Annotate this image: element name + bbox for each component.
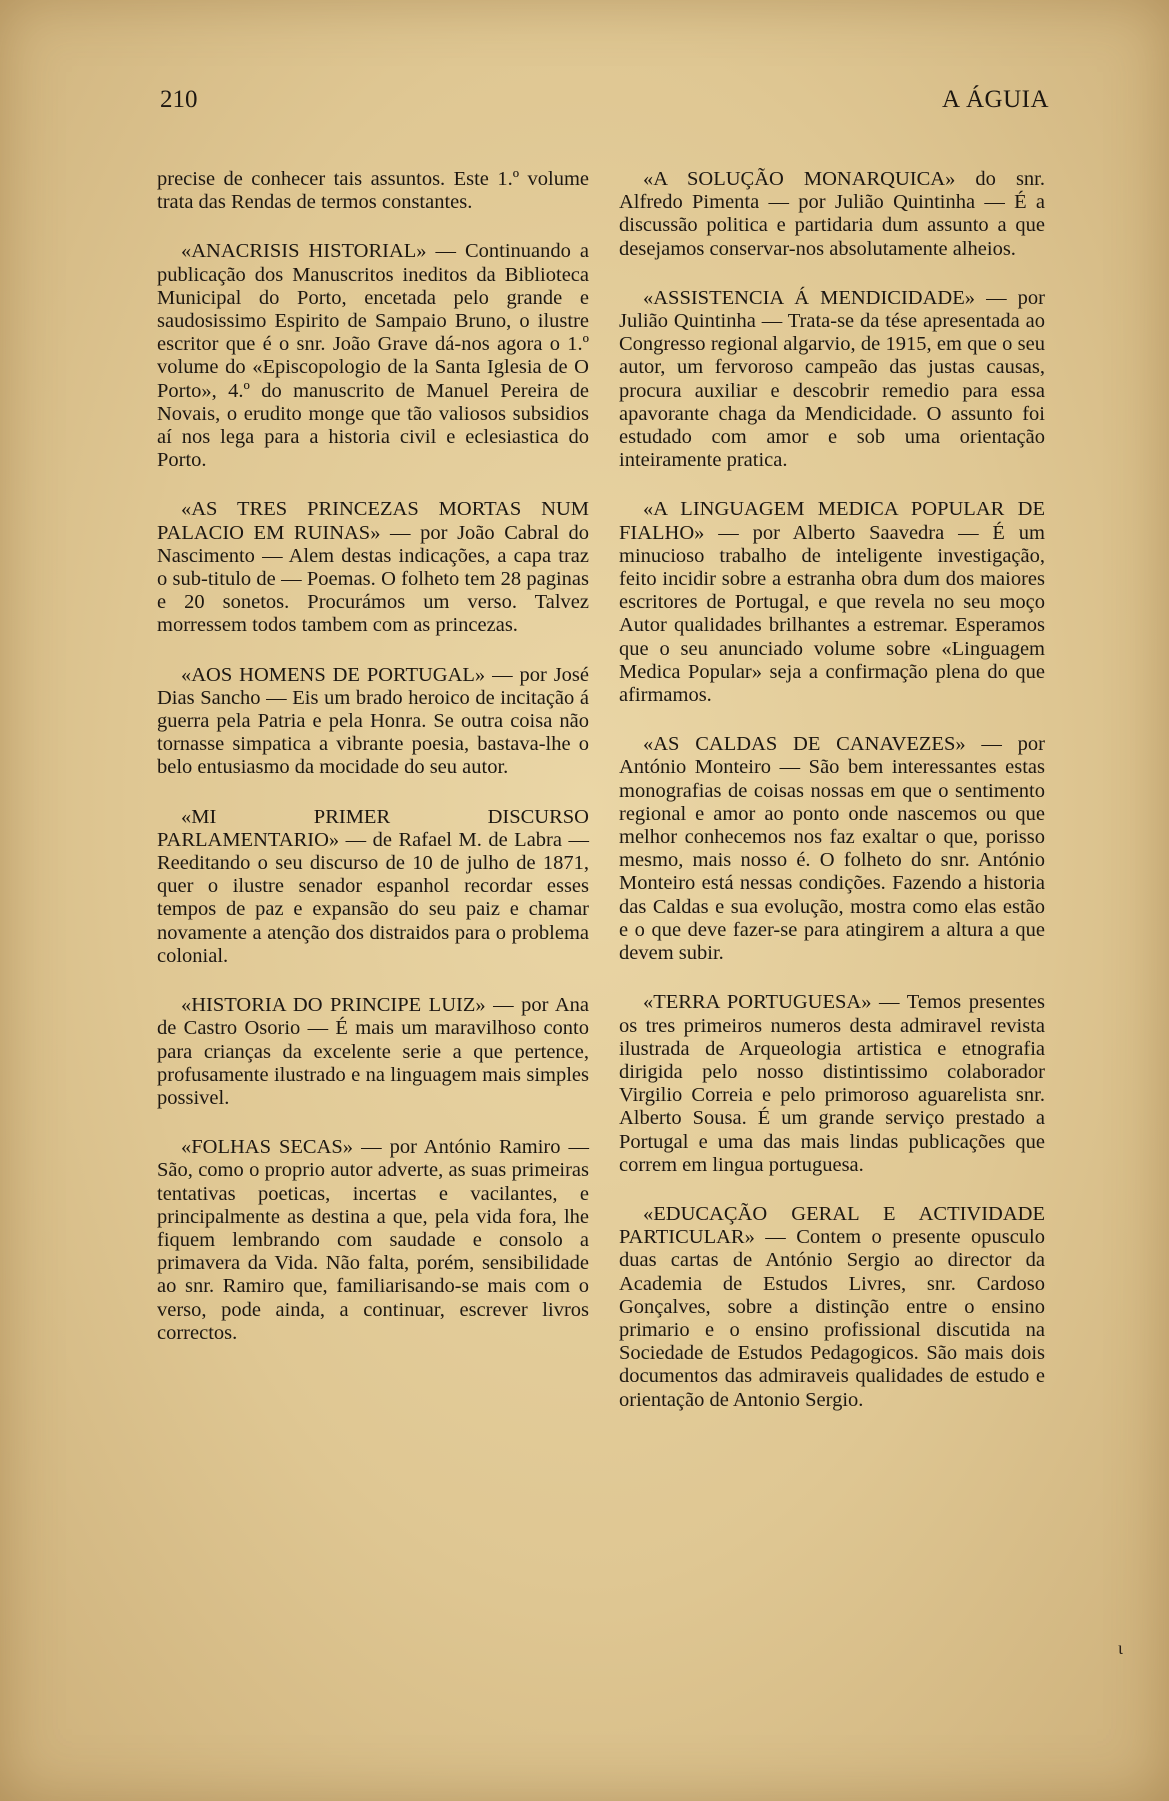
page-header xyxy=(160,86,1049,126)
right-entry-caldas-de-canavezes: «AS CALDAS DE CANAVEZES» — por António Monteiro — São bem interessantes estas monografias de coisas nossas em que o sentimento regional e amor ao ponto onde nascemos ou que melhor conhecemos nos faz exaltar o que, porisso mesmo, mais nosso é. O folheto do snr. António Monteiro está nessas condições. Fazendo a historia das Caldas e sua evolução, mostra como elas estão e o que deve fazer-se para atingirem a altura a que devem subir. xyxy=(619,733,1045,965)
right-entry-solucao-monarquica: «A SOLUÇÃO MONARQUICA» do snr. Alfredo Pimenta — por Julião Quintinha — É a discussão politica e partidaria dum assunto a que desejamos conservar-nos absolutamente alheios. xyxy=(619,168,1045,260)
right-entry-assistencia-mendicidade: «ASSISTENCIA Á MENDICIDADE» — por Julião Quintinha — Trata-se da tése apresentada ao Congresso regional algarvio, de 1915, em que o seu autor, um fervoroso campeão das justas causas, procura auxiliar e descobrir remedio para essa apavorante chaga da Mendicidade. O assunto foi estudado com amor e sob uma orientação inteiramente pratica. xyxy=(619,286,1045,472)
right-column xyxy=(619,168,1045,1412)
left-entry-historia-do-principe-luiz: «HISTORIA DO PRINCIPE LUIZ» — por Ana de Castro Osorio — É mais um maravilhoso conto para crianças da excelente serie a que pertence, profusamente ilustrado e na linguagem mais simples possivel. xyxy=(157,994,589,1109)
right-entry-terra-portuguesa: «TERRA PORTUGUESA» — Temos presentes os tres primeiros numeros desta admiravel revista ilustrada de Arqueologia artistica e etnografia dirigida pelo nosso distintissimo colaborador Virgilio Correia e pelo primoroso aguarelista snr. Alberto Sousa. É um grande serviço prestado a Portugal e uma das mais lindas publicações que correm em lingua portuguesa. xyxy=(619,991,1045,1176)
right-entry-linguagem-medica: «A LINGUAGEM MEDICA POPULAR DE FIALHO» — por Alberto Saavedra — É um minucioso trabalho de inteligente investigação, feito incidir sobre a estranha obra dum dos maiores escritores de Portugal, e que revela no seu moço Autor qualidades brilhantes a estremar. Esperamos que o seu anunciado volume sobre «Linguagem Medica Popular» seja a confirmação plena do que afirmamos. xyxy=(619,498,1045,707)
left-paragraph-1: precise de conhecer tais assuntos. Este 1.º volume trata das Rendas de termos constantes. xyxy=(157,168,589,214)
left-entry-mi-primer-discurso: «MI PRIMER DISCURSO PARLAMENTARIO» — de Rafael M. de Labra — Reeditando o seu discurso de 10 de julho de 1871, quer o ilustre senador espanhol recordar esses tempos de paz e expansão do seu paiz e chamar novamente a atenção dos distraidos para o problema colonial. xyxy=(157,805,589,967)
left-entry-folhas-secas: «FOLHAS SECAS» — por António Ramiro — São, como o proprio autor adverte, as suas primeiras tentativas poeticas, incertas e vacilantes, e principalmente as destina a que, pela vida fora, lhe fiquem lembrando com saudade e consolo a primavera da Vida. Não falta, porém, sensibilidade ao snr. Ramiro que, familiarisando-se mais com o verso, pode ainda, a continuar, escrever livros correctos. xyxy=(157,1136,589,1344)
page-number: 210 xyxy=(160,86,198,113)
left-column xyxy=(157,168,589,1345)
journal-title: A ÁGUIA xyxy=(942,86,1049,113)
left-entry-tres-princezas: «AS TRES PRINCEZAS MORTAS NUM PALACIO EM RUINAS» — por João Cabral do Nascimento — Alem destas indicações, a capa traz o sub-titulo de — Poemas. O folheto tem 28 paginas e 20 sonetos. Procurámos um verso. Talvez morressem todos tambem com as princezas. xyxy=(157,498,589,637)
left-entry-aos-homens-de-portugal: «AOS HOMENS DE PORTUGAL» — por José Dias Sancho — Eis um brado heroico de incitação á guerra pela Patria e pela Honra. Se outra coisa não tornasse simpatica a vibrante poesia, bastava-lhe o belo entusiasmo da mocidade do seu autor. xyxy=(157,663,589,779)
left-entry-anacrisis-historial: «ANACRISIS HISTORIAL» — Continuando a publicação dos Manuscritos ineditos da Biblioteca Municipal do Porto, encetada pelo grande e saudosissimo Espirito de Sampaio Bruno, o ilustre escritor que é o snr. João Grave dá-nos agora o 1.º volume do «Episcopologio de la Santa Iglesia de O Porto», 4.º do manuscrito de Manuel Pereira de Novais, o erudito monge que tão valiosos subsidios aí nos lega para a historia civil e eclesiastica do Porto. xyxy=(157,240,589,472)
right-entry-educacao-geral: «EDUCAÇÃO GERAL E ACTIVIDADE PARTICULAR» — Contem o presente opusculo duas cartas de António Sergio ao director da Academia de Estudos Livres, snr. Cardoso Gonçalves, sobre a distinção entre o ensino primario e o ensino profissional discutida na Sociedade de Estudos Pedagogicos. São mais dois documentos das admiraveis qualidades de estudo e orientação de Antonio Sergio. xyxy=(619,1202,1045,1411)
ink-spot-mark: ɩ xyxy=(1118,1638,1123,1658)
